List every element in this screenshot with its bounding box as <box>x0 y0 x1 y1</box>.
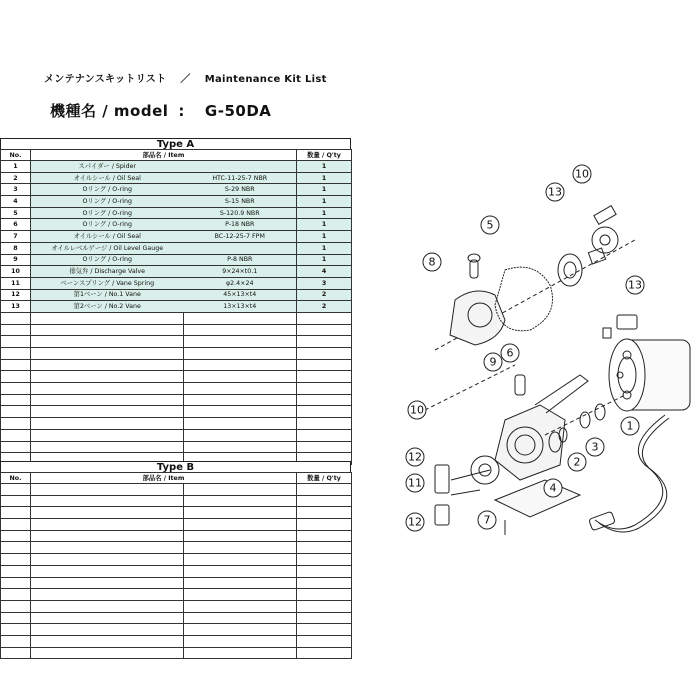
type-a-row <box>1 161 352 173</box>
row-qty: 4 <box>297 266 352 278</box>
row-qty: 1 <box>297 196 352 208</box>
row-qty: 1 <box>297 172 352 184</box>
kit-list-title <box>44 70 327 85</box>
type-a-row <box>1 196 352 208</box>
blank-cell <box>31 484 184 496</box>
row-item-name: オイルレベルゲージ / Oil Level Gauge <box>31 242 184 254</box>
blank-cell <box>184 394 297 406</box>
type-a-row <box>1 277 352 289</box>
type-b-blank-row <box>1 554 352 566</box>
kit-list-title-jp: メンテナンスキットリスト <box>44 74 167 85</box>
blank-cell <box>297 359 352 371</box>
row-no: 13 <box>1 301 31 313</box>
row-qty: 2 <box>297 301 352 313</box>
blank-cell <box>184 312 297 324</box>
callout-label: 13 <box>628 278 642 292</box>
callout-label: 8 <box>428 255 436 269</box>
row-item-name: Oリング / O-ring <box>31 254 184 266</box>
blank-cell <box>1 495 31 507</box>
blank-cell <box>297 565 352 577</box>
exploded-parts-diagram <box>395 150 695 570</box>
callout-label: 9 <box>489 355 497 369</box>
blank-cell <box>184 348 297 360</box>
blank-cell <box>297 484 352 496</box>
row-item-spec <box>184 242 297 254</box>
blank-cell <box>184 429 297 441</box>
row-qty: 1 <box>297 184 352 196</box>
row-item-name: Oリング / O-ring <box>31 219 184 231</box>
blank-cell <box>297 589 352 601</box>
type-a-blank-row <box>1 324 352 336</box>
type-b-blank-row <box>1 565 352 577</box>
blank-cell <box>184 519 297 531</box>
blank-cell <box>31 371 184 383</box>
row-no: 2 <box>1 172 31 184</box>
blank-cell <box>31 383 184 395</box>
blank-cell <box>297 635 352 647</box>
blank-cell <box>184 336 297 348</box>
row-item-name: ベーンスプリング / Vane Spring <box>31 277 184 289</box>
model-value: G-50DA <box>204 102 272 120</box>
blank-cell <box>1 519 31 531</box>
col-item-header: 部品名 / Item <box>31 150 297 161</box>
blank-cell <box>184 647 297 659</box>
blank-cell <box>1 359 31 371</box>
blank-cell <box>31 336 184 348</box>
row-no: 6 <box>1 219 31 231</box>
blank-cell <box>1 565 31 577</box>
row-qty: 1 <box>297 242 352 254</box>
callout-label: 10 <box>575 167 589 181</box>
blank-cell <box>184 484 297 496</box>
blank-cell <box>297 371 352 383</box>
blank-cell <box>184 624 297 636</box>
col-no-header: No. <box>1 150 31 161</box>
blank-cell <box>184 371 297 383</box>
blank-cell <box>297 336 352 348</box>
blank-cell <box>184 406 297 418</box>
blank-cell <box>31 542 184 554</box>
row-item-spec: S-15 NBR <box>184 196 297 208</box>
row-item-name: Oリング / O-ring <box>31 207 184 219</box>
type-a-row <box>1 266 352 278</box>
blank-cell <box>31 429 184 441</box>
blank-cell <box>1 507 31 519</box>
blank-cell <box>31 647 184 659</box>
blank-cell <box>297 394 352 406</box>
row-item-name: オイルシール / Oil Seal <box>31 172 184 184</box>
type-a-blank-row <box>1 394 352 406</box>
row-qty: 3 <box>297 277 352 289</box>
type-b-blank-row <box>1 495 352 507</box>
type-b-blank-row <box>1 530 352 542</box>
row-item-spec: φ2.4×24 <box>184 277 297 289</box>
type-b-blank-row <box>1 484 352 496</box>
blank-cell <box>31 324 184 336</box>
type-a-header-row <box>1 150 352 161</box>
blank-cell <box>1 336 31 348</box>
blank-cell <box>297 530 352 542</box>
row-item-spec: HTC-11-25-7 NBR <box>184 172 297 184</box>
blank-cell <box>31 519 184 531</box>
callout-label: 2 <box>573 455 581 469</box>
blank-cell <box>297 554 352 566</box>
callout-label: 1 <box>626 419 634 433</box>
blank-cell <box>31 507 184 519</box>
row-qty: 1 <box>297 161 352 173</box>
blank-cell <box>31 565 184 577</box>
col-qty-header: 数量 / Q'ty <box>297 150 352 161</box>
type-a-title: Type A <box>0 138 351 150</box>
model-label: 機種名 / model <box>50 102 169 120</box>
blank-cell <box>184 612 297 624</box>
callout-label: 7 <box>483 513 491 527</box>
row-item-name: 第2ベーン / No.2 Vane <box>31 301 184 313</box>
blank-cell <box>1 394 31 406</box>
callout-label: 4 <box>549 481 557 495</box>
blank-cell <box>31 589 184 601</box>
row-no: 12 <box>1 289 31 301</box>
row-item-spec: S-120.9 NBR <box>184 207 297 219</box>
type-a-blank-row <box>1 312 352 324</box>
blank-cell <box>297 324 352 336</box>
type-a-row <box>1 184 352 196</box>
blank-cell <box>1 647 31 659</box>
blank-cell <box>184 554 297 566</box>
blank-cell <box>297 418 352 430</box>
blank-cell <box>1 612 31 624</box>
type-a-row <box>1 301 352 313</box>
type-a-blank-row <box>1 371 352 383</box>
row-item-name: Oリング / O-ring <box>31 196 184 208</box>
callout-label: 6 <box>506 346 514 360</box>
blank-cell <box>1 624 31 636</box>
type-b-blank-row <box>1 577 352 589</box>
callout-label: 3 <box>591 440 599 454</box>
type-a-row <box>1 231 352 243</box>
row-no: 8 <box>1 242 31 254</box>
blank-cell <box>297 600 352 612</box>
blank-cell <box>31 418 184 430</box>
blank-cell <box>31 348 184 360</box>
blank-cell <box>297 495 352 507</box>
blank-cell <box>297 429 352 441</box>
row-no: 1 <box>1 161 31 173</box>
row-item-spec: S-29 NBR <box>184 184 297 196</box>
blank-cell <box>184 441 297 453</box>
row-no: 4 <box>1 196 31 208</box>
blank-cell <box>1 348 31 360</box>
type-b-blank-row <box>1 647 352 659</box>
blank-cell <box>184 418 297 430</box>
type-a-row <box>1 254 352 266</box>
row-item-spec: P-18 NBR <box>184 219 297 231</box>
type-a-row <box>1 242 352 254</box>
blank-cell <box>297 612 352 624</box>
row-no: 9 <box>1 254 31 266</box>
row-item-name: スパイダー / Spider <box>31 161 184 173</box>
blank-cell <box>31 635 184 647</box>
type-b-blank-row <box>1 519 352 531</box>
blank-cell <box>31 406 184 418</box>
type-b-blank-row <box>1 507 352 519</box>
blank-cell <box>297 507 352 519</box>
blank-cell <box>184 542 297 554</box>
row-no: 10 <box>1 266 31 278</box>
row-qty: 1 <box>297 254 352 266</box>
blank-cell <box>31 312 184 324</box>
type-a-row <box>1 289 352 301</box>
blank-cell <box>184 383 297 395</box>
callout-label: 10 <box>410 403 424 417</box>
type-b-blank-row <box>1 542 352 554</box>
row-item-spec: 45×13×t4 <box>184 289 297 301</box>
blank-cell <box>297 542 352 554</box>
callout-label: 12 <box>408 515 422 529</box>
row-no: 11 <box>1 277 31 289</box>
model-colon: : <box>178 102 185 120</box>
blank-cell <box>31 394 184 406</box>
blank-cell <box>1 371 31 383</box>
title-separator: ／ <box>180 74 191 85</box>
type-b-header-row <box>1 473 352 484</box>
row-no: 3 <box>1 184 31 196</box>
blank-cell <box>1 554 31 566</box>
type-a-blank-row <box>1 336 352 348</box>
blank-cell <box>31 441 184 453</box>
blank-cell <box>1 635 31 647</box>
blank-cell <box>1 577 31 589</box>
blank-cell <box>31 554 184 566</box>
row-no: 5 <box>1 207 31 219</box>
blank-cell <box>297 441 352 453</box>
blank-cell <box>1 484 31 496</box>
callout-label: 5 <box>486 218 494 232</box>
row-qty: 1 <box>297 231 352 243</box>
blank-cell <box>1 429 31 441</box>
row-item-spec: BC-12-25-7 FPM <box>184 231 297 243</box>
col-qty-header: 数量 / Q'ty <box>297 473 352 484</box>
blank-cell <box>31 600 184 612</box>
blank-cell <box>184 507 297 519</box>
blank-cell <box>184 495 297 507</box>
blank-cell <box>184 324 297 336</box>
col-no-header: No. <box>1 473 31 484</box>
blank-cell <box>297 348 352 360</box>
type-b-table <box>0 472 352 659</box>
row-item-spec <box>184 161 297 173</box>
callout-label: 12 <box>408 450 422 464</box>
type-a-blank-row <box>1 359 352 371</box>
type-a-blank-row <box>1 348 352 360</box>
blank-cell <box>1 312 31 324</box>
blank-cell <box>184 577 297 589</box>
blank-cell <box>297 383 352 395</box>
blank-cell <box>31 612 184 624</box>
callout-label: 13 <box>548 185 562 199</box>
row-qty: 2 <box>297 289 352 301</box>
blank-cell <box>184 589 297 601</box>
type-a-blank-row <box>1 429 352 441</box>
blank-cell <box>1 542 31 554</box>
type-a-blank-row <box>1 441 352 453</box>
model-line <box>50 100 271 121</box>
blank-cell <box>184 565 297 577</box>
blank-cell <box>1 418 31 430</box>
type-b-blank-row <box>1 612 352 624</box>
blank-cell <box>31 530 184 542</box>
row-item-spec: P-8 NBR <box>184 254 297 266</box>
blank-cell <box>31 495 184 507</box>
blank-cell <box>31 624 184 636</box>
exploded-view-svg <box>395 150 695 570</box>
callout-label: 11 <box>408 476 422 490</box>
col-item-header: 部品名 / Item <box>31 473 297 484</box>
blank-cell <box>297 312 352 324</box>
row-item-name: Oリング / O-ring <box>31 184 184 196</box>
blank-cell <box>1 441 31 453</box>
blank-cell <box>184 600 297 612</box>
blank-cell <box>297 406 352 418</box>
blank-cell <box>297 647 352 659</box>
kit-list-title-en: Maintenance Kit List <box>204 74 327 85</box>
blank-cell <box>1 530 31 542</box>
type-a-blank-row <box>1 383 352 395</box>
blank-cell <box>1 600 31 612</box>
type-a-table <box>0 149 352 465</box>
blank-cell <box>1 406 31 418</box>
type-a-blank-row <box>1 406 352 418</box>
type-b-blank-row <box>1 600 352 612</box>
type-b-blank-row <box>1 624 352 636</box>
blank-cell <box>31 359 184 371</box>
type-a-row <box>1 219 352 231</box>
type-b-blank-row <box>1 589 352 601</box>
row-qty: 1 <box>297 219 352 231</box>
blank-cell <box>184 530 297 542</box>
blank-cell <box>31 577 184 589</box>
blank-cell <box>1 589 31 601</box>
type-a-row <box>1 172 352 184</box>
row-item-name: 排気弁 / Discharge Valve <box>31 266 184 278</box>
blank-cell <box>1 383 31 395</box>
blank-cell <box>184 635 297 647</box>
type-a-row <box>1 207 352 219</box>
row-no: 7 <box>1 231 31 243</box>
row-item-spec: 13×13×t4 <box>184 301 297 313</box>
blank-cell <box>297 519 352 531</box>
type-a-blank-row <box>1 418 352 430</box>
blank-cell <box>297 577 352 589</box>
type-b-title: Type B <box>0 461 351 473</box>
row-item-spec: 9×24×t0.1 <box>184 266 297 278</box>
blank-cell <box>184 359 297 371</box>
type-b-blank-row <box>1 635 352 647</box>
blank-cell <box>297 624 352 636</box>
row-item-name: オイルシール / Oil Seal <box>31 231 184 243</box>
row-qty: 1 <box>297 207 352 219</box>
row-item-name: 第1ベーン / No.1 Vane <box>31 289 184 301</box>
blank-cell <box>1 324 31 336</box>
